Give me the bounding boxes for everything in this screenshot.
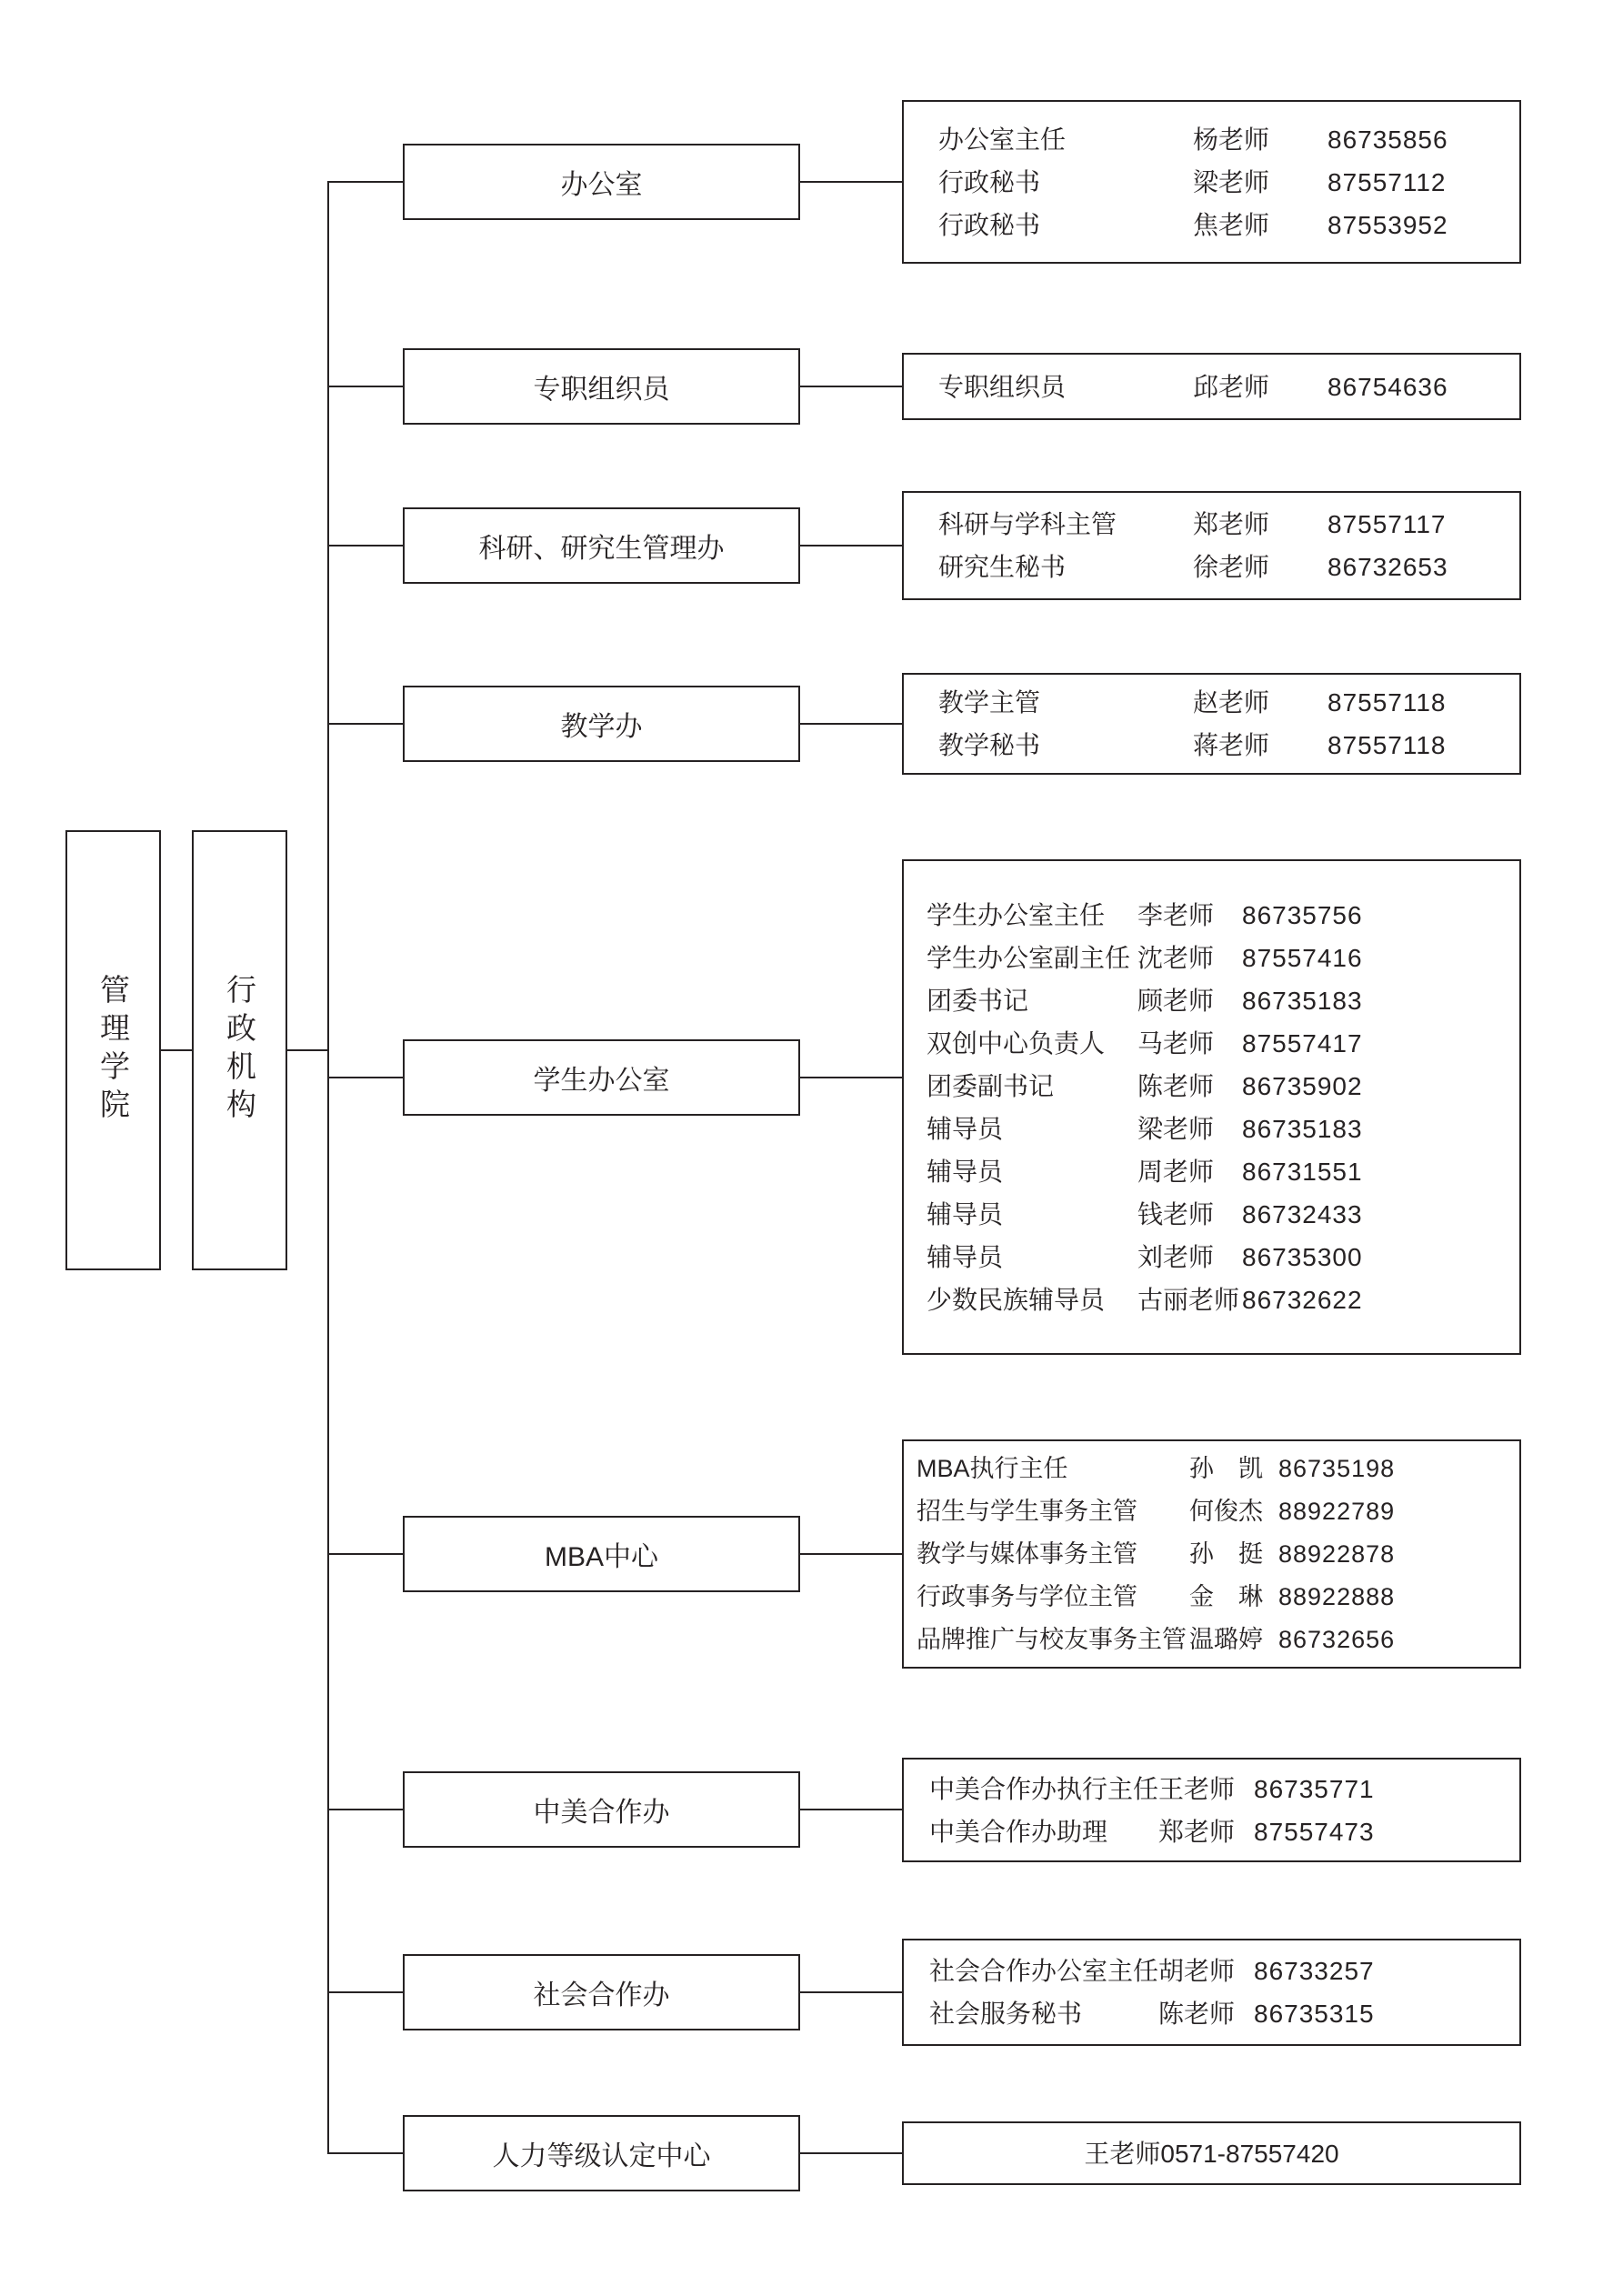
staff-role: 行政秘书: [938, 210, 1041, 239]
staff-row: [904, 724, 1519, 767]
staff-row: [904, 546, 1519, 588]
staff-row: [904, 1278, 1519, 1321]
branch-label: 中美合作办: [533, 1798, 670, 1828]
staff-name: 钱老师: [1137, 1199, 1215, 1228]
staff-role: 少数民族辅导员: [927, 1285, 1106, 1314]
branch-detail-box-6: [902, 1758, 1521, 1862]
staff-name: 杨老师: [1193, 125, 1270, 154]
connector-root-to-admin: [161, 1049, 192, 1051]
staff-role: 教学与媒体事务主管: [917, 1539, 1137, 1568]
staff-name: 梁老师: [1193, 167, 1270, 196]
staff-phone: 86732622: [1242, 1285, 1363, 1314]
connector-label-to-detail: [800, 2152, 902, 2154]
staff-role: 中美合作办助理: [929, 1817, 1108, 1846]
staff-row: [904, 894, 1519, 937]
staff-row: [904, 204, 1519, 246]
staff-name: 徐老师: [1193, 553, 1270, 581]
branch-label: 教学办: [560, 712, 643, 742]
staff-row: [904, 979, 1519, 1022]
staff-row: [904, 1619, 1519, 1661]
connector-label-to-detail: [800, 723, 902, 725]
connector-spine-to-label: [327, 386, 403, 387]
staff-phone: 86735300: [1242, 1242, 1363, 1271]
staff-role: 中美合作办执行主任: [929, 1774, 1159, 1803]
staff-role: 团委书记: [927, 986, 1029, 1015]
branch-label-box-3: [403, 686, 800, 762]
branch-detail-box-3: [902, 673, 1521, 775]
staff-row: [904, 937, 1519, 979]
staff-phone: 87557473: [1254, 1817, 1375, 1846]
staff-row: [904, 118, 1519, 161]
staff-name: 蒋老师: [1193, 731, 1270, 759]
staff-row: [904, 1576, 1519, 1619]
staff-role: 学生办公室主任: [927, 900, 1106, 929]
staff-role: 学生办公室副主任: [927, 943, 1131, 972]
connector-spine-to-label: [327, 1077, 403, 1078]
connector-label-to-detail: [800, 181, 902, 183]
staff-phone: 86732653: [1327, 553, 1448, 581]
branch-label: 办公室: [560, 170, 643, 200]
staff-role: 社会合作办公室主任: [929, 1957, 1159, 1985]
staff-row: [904, 681, 1519, 724]
staff-phone: 87557112: [1327, 167, 1447, 196]
connector-spine-vertical: [327, 181, 329, 2154]
staff-role: 研究生秘书: [938, 553, 1067, 581]
staff-row: [904, 1150, 1519, 1193]
staff-row: [904, 1533, 1519, 1576]
connector-label-to-detail: [800, 1991, 902, 1993]
staff-phone: 87553952: [1327, 210, 1448, 239]
staff-row: [904, 161, 1519, 204]
staff-name: 焦老师: [1193, 210, 1270, 239]
staff-row: [904, 1992, 1519, 2035]
staff-phone: 86735856: [1327, 125, 1448, 154]
staff-row: [904, 1950, 1519, 1992]
branch-label-box-5: [403, 1516, 800, 1592]
staff-role: 双创中心负责人: [927, 1028, 1106, 1058]
staff-name: 顾老师: [1137, 986, 1215, 1015]
staff-row: [904, 1065, 1519, 1108]
branch-label-box-2: [403, 507, 800, 584]
staff-phone: 86754636: [1327, 372, 1448, 401]
staff-phone: 86731551: [1242, 1157, 1363, 1186]
branch-detail-box-2: [902, 491, 1521, 600]
staff-row: [904, 1236, 1519, 1278]
staff-row: [904, 1108, 1519, 1150]
staff-name: 刘老师: [1137, 1242, 1215, 1271]
branch-detail-box-4: [902, 859, 1521, 1355]
node-management-college: [65, 830, 161, 1270]
staff-role: 辅导员: [927, 1199, 1004, 1228]
staff-name: 马老师: [1137, 1028, 1215, 1058]
staff-phone: 86735771: [1254, 1774, 1375, 1803]
connector-label-to-detail: [800, 386, 902, 387]
staff-contact-line: 王老师0571-87557420: [1084, 2139, 1339, 2168]
staff-role: 办公室主任: [938, 125, 1067, 154]
staff-phone: 88922888: [1278, 1582, 1396, 1610]
staff-name: 古丽老师: [1137, 1285, 1240, 1314]
staff-role: 教学主管: [938, 688, 1041, 717]
branch-label: 学生办公室: [533, 1066, 670, 1096]
branch-label-box-7: [403, 1954, 800, 2030]
staff-row: [904, 1448, 1519, 1490]
branch-label: 专职组织员: [533, 375, 670, 405]
connector-spine-to-label: [327, 2152, 403, 2154]
staff-row: [904, 366, 1519, 408]
staff-phone: 87557118: [1327, 731, 1447, 759]
staff-name: 梁老师: [1137, 1114, 1215, 1143]
staff-name: 胡老师: [1158, 1957, 1236, 1985]
connector-spine-to-label: [327, 1553, 403, 1555]
branch-detail-box-7: [902, 1939, 1521, 2046]
branch-label-box-1: [403, 348, 800, 425]
branch-label-box-6: [403, 1771, 800, 1848]
staff-role: 科研与学科主管: [938, 510, 1117, 538]
branch-label: 社会合作办: [533, 1980, 670, 2010]
node-administrative-org: [192, 830, 287, 1270]
connector-spine-to-label: [327, 723, 403, 725]
staff-phone: 88922878: [1278, 1539, 1396, 1568]
staff-name: 邱老师: [1193, 372, 1270, 401]
staff-role: 辅导员: [927, 1242, 1004, 1271]
staff-role: 招生与学生事务主管: [917, 1497, 1137, 1525]
connector-spine-to-label: [327, 545, 403, 546]
staff-phone: 86735183: [1242, 986, 1363, 1015]
branch-detail-box-8: [902, 2121, 1521, 2185]
staff-role: 团委副书记: [927, 1071, 1055, 1100]
branch-detail-box-5: [902, 1439, 1521, 1669]
staff-name: 赵老师: [1193, 688, 1270, 717]
branch-label-box-8: [403, 2115, 800, 2191]
staff-role: 教学秘书: [938, 731, 1041, 759]
staff-name: 温璐婷: [1189, 1625, 1263, 1653]
staff-name: 孙 凯: [1189, 1454, 1263, 1482]
branch-detail-box-1: [902, 353, 1521, 420]
staff-row: [904, 1193, 1519, 1236]
connector-label-to-detail: [800, 1077, 902, 1078]
staff-phone: 86732656: [1278, 1625, 1396, 1653]
staff-row: [904, 503, 1519, 546]
staff-name: 孙 挺: [1189, 1539, 1263, 1568]
staff-name: 郑老师: [1158, 1817, 1236, 1846]
staff-phone: 87557117: [1327, 510, 1447, 538]
connector-spine-to-label: [327, 181, 403, 183]
staff-row: [904, 1768, 1519, 1810]
staff-phone: 88922789: [1278, 1497, 1396, 1525]
connector-admin-to-spine: [287, 1049, 329, 1051]
connector-label-to-detail: [800, 1553, 902, 1555]
connector-spine-to-label: [327, 1809, 403, 1810]
staff-name: 陈老师: [1137, 1071, 1215, 1100]
staff-row: [904, 1022, 1519, 1065]
staff-name: 李老师: [1137, 900, 1215, 929]
staff-phone: 86733257: [1254, 1957, 1375, 1985]
branch-label: MBA中心: [544, 1542, 658, 1572]
staff-row: [904, 2132, 1519, 2175]
branch-label-box-0: [403, 144, 800, 220]
staff-phone: 86735315: [1254, 2000, 1375, 2028]
staff-name: 陈老师: [1158, 2000, 1236, 2028]
staff-phone: 86732433: [1242, 1199, 1363, 1228]
staff-role: MBA执行主任: [917, 1454, 1068, 1482]
staff-role: 行政秘书: [938, 167, 1041, 196]
staff-role: 社会服务秘书: [929, 2000, 1083, 2028]
branch-label: 科研、研究生管理办: [478, 534, 725, 564]
branch-label-box-4: [403, 1039, 800, 1116]
node-administrative-org-label: 行政机构: [223, 974, 256, 1127]
staff-phone: 87557417: [1242, 1028, 1363, 1058]
staff-name: 周老师: [1137, 1157, 1215, 1186]
staff-name: 郑老师: [1193, 510, 1270, 538]
staff-role: 辅导员: [927, 1114, 1004, 1143]
staff-phone: 86735183: [1242, 1114, 1363, 1143]
staff-phone: 86735902: [1242, 1071, 1363, 1100]
staff-name: 何俊杰: [1189, 1497, 1263, 1525]
connector-label-to-detail: [800, 545, 902, 546]
branch-label: 人力等级认定中心: [492, 2141, 711, 2171]
staff-role: 品牌推广与校友事务主管: [917, 1625, 1187, 1653]
node-management-college-label: 管理学院: [96, 974, 130, 1127]
staff-phone: 87557416: [1242, 943, 1363, 972]
staff-role: 辅导员: [927, 1157, 1004, 1186]
staff-row: [904, 1490, 1519, 1533]
staff-row: [904, 1810, 1519, 1853]
connector-label-to-detail: [800, 1809, 902, 1810]
staff-name: 金 琳: [1189, 1582, 1263, 1610]
staff-role: 行政事务与学位主管: [917, 1582, 1137, 1610]
staff-name: 王老师: [1158, 1774, 1236, 1803]
staff-phone: 86735198: [1278, 1454, 1396, 1482]
staff-phone: 86735756: [1242, 900, 1363, 929]
staff-name: 沈老师: [1137, 943, 1215, 972]
branch-detail-box-0: [902, 100, 1521, 264]
connector-spine-to-label: [327, 1991, 403, 1993]
staff-role: 专职组织员: [938, 372, 1067, 401]
staff-phone: 87557118: [1327, 688, 1447, 717]
